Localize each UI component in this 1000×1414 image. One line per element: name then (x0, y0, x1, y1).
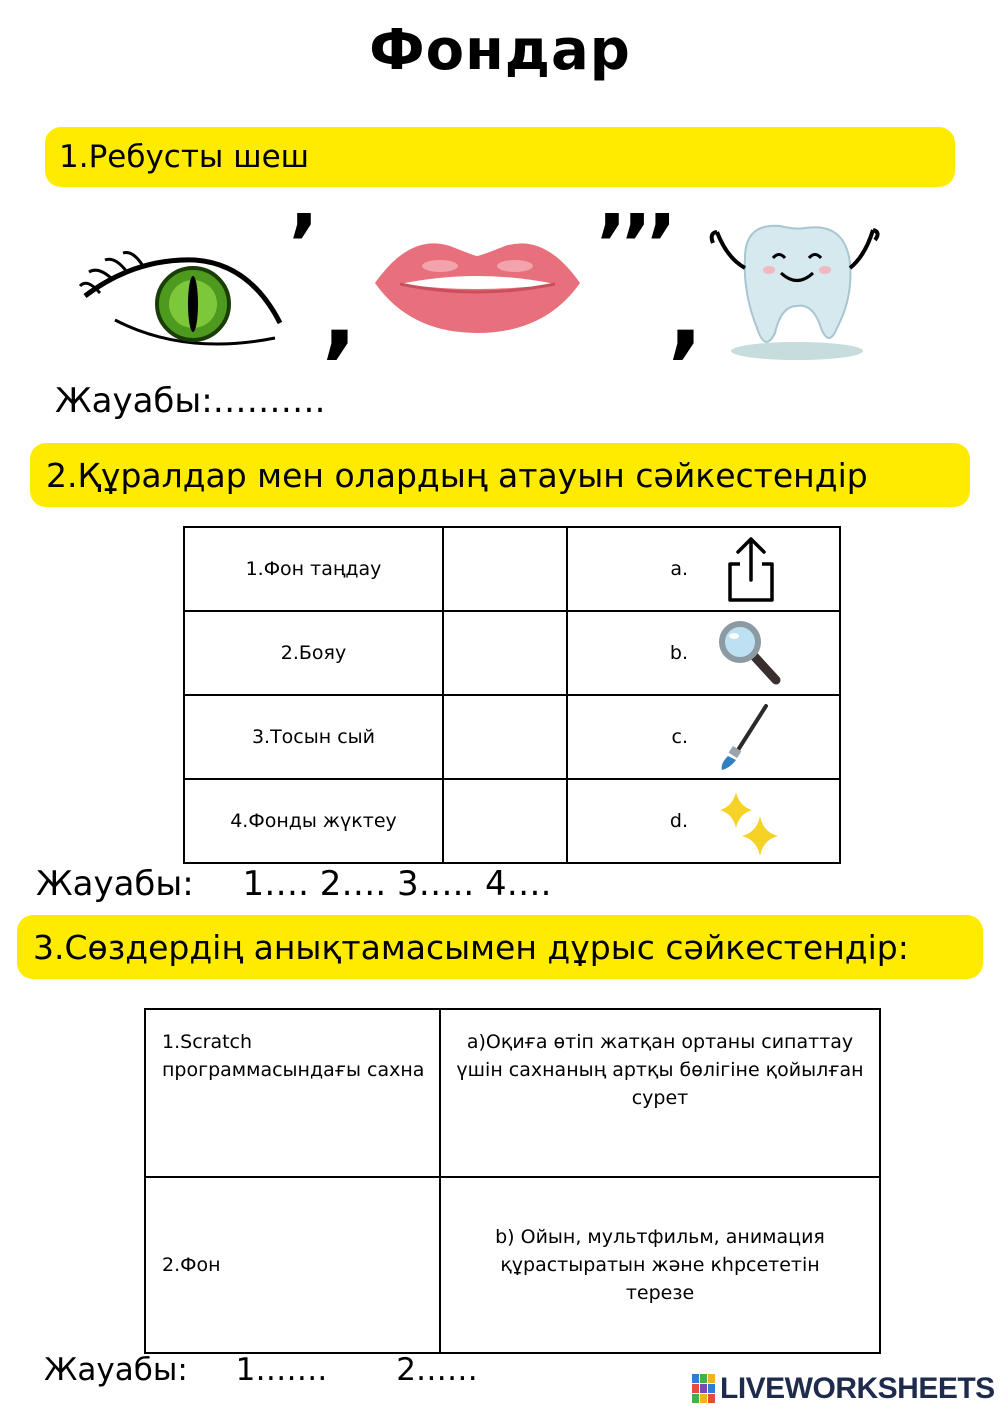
term-cell: 1.Scratch программасындағы сахна (145, 1009, 440, 1177)
task2-heading-bar (30, 443, 970, 507)
task3-answer-blanks[interactable]: 1……. 2…… (235, 1352, 478, 1388)
task2-answer (36, 864, 552, 904)
task3-heading-bar (17, 915, 983, 979)
tool-name: 2.Бояу (184, 611, 443, 695)
task2-heading: 2.Құралдар мен олардың атауын сәйкестендір (46, 455, 868, 495)
tool-name: 1.Фон таңдау (184, 527, 443, 611)
page-title: Фондар (369, 18, 631, 83)
definition-cell: b) Ойын, мультфильм, анимация құрастыратын және кһрсететін терезе (440, 1177, 880, 1353)
match-blank[interactable] (443, 695, 567, 779)
match-blank[interactable] (443, 779, 567, 863)
option-letter: d. (669, 810, 688, 832)
logo-text: LIVEWORKSHEETS (720, 1372, 995, 1405)
tool-option (567, 527, 840, 611)
task3-answer-label: Жауабы: (44, 1352, 188, 1388)
term-cell: 2.Фон (145, 1177, 440, 1353)
task2-answer-label: Жауабы: (36, 864, 194, 904)
table-row (145, 1009, 880, 1177)
table-row (184, 695, 840, 779)
magnifier-icon (716, 618, 786, 688)
definitions-table (144, 1008, 881, 1354)
match-blank[interactable] (443, 611, 567, 695)
logo-icon (692, 1374, 716, 1404)
table-row (184, 527, 840, 611)
tool-option (567, 611, 840, 695)
liveworksheets-logo (692, 1372, 995, 1406)
tool-name: 4.Фонды жүктеу (184, 779, 443, 863)
paintbrush-icon (716, 702, 786, 772)
definition-cell: а)Оқиға өтіп жатқан ортаны сипаттау үшін сахнаның артқы бөлігіне қойылған сурет (440, 1009, 880, 1177)
task2-answer-blanks[interactable]: 1…. 2…. 3….. 4…. (242, 864, 552, 904)
task3-heading: 3.Сөздердің анықтамасымен дұрыс сәйкестендір: (33, 927, 909, 967)
tool-option (567, 779, 840, 863)
table-row (145, 1177, 880, 1353)
task1-heading: 1.Ребусты шеш (59, 139, 310, 175)
rebus-comma-2: , (668, 262, 703, 369)
table-row (184, 779, 840, 863)
task1-heading-bar (45, 127, 955, 187)
tool-name: 3.Тосын сый (184, 695, 443, 779)
tools-table (183, 526, 841, 864)
option-letter: b. (669, 642, 688, 664)
tool-option (567, 695, 840, 779)
tooth-icon (705, 218, 885, 363)
sparkles-icon (716, 786, 786, 856)
table-row (184, 611, 840, 695)
rebus-comma-1: , (322, 262, 357, 369)
task3-answer (44, 1352, 478, 1388)
rebus-apostrophes: ’’’ (596, 198, 672, 293)
match-blank[interactable] (443, 527, 567, 611)
option-letter: a. (670, 558, 688, 580)
task1-answer[interactable]: Жауабы:………. (55, 381, 326, 421)
lips-icon (370, 228, 585, 338)
eye-icon (75, 238, 290, 358)
upload-icon (716, 534, 786, 604)
option-letter: c. (671, 726, 688, 748)
rebus-apostrophe-1: ’ (288, 198, 320, 293)
